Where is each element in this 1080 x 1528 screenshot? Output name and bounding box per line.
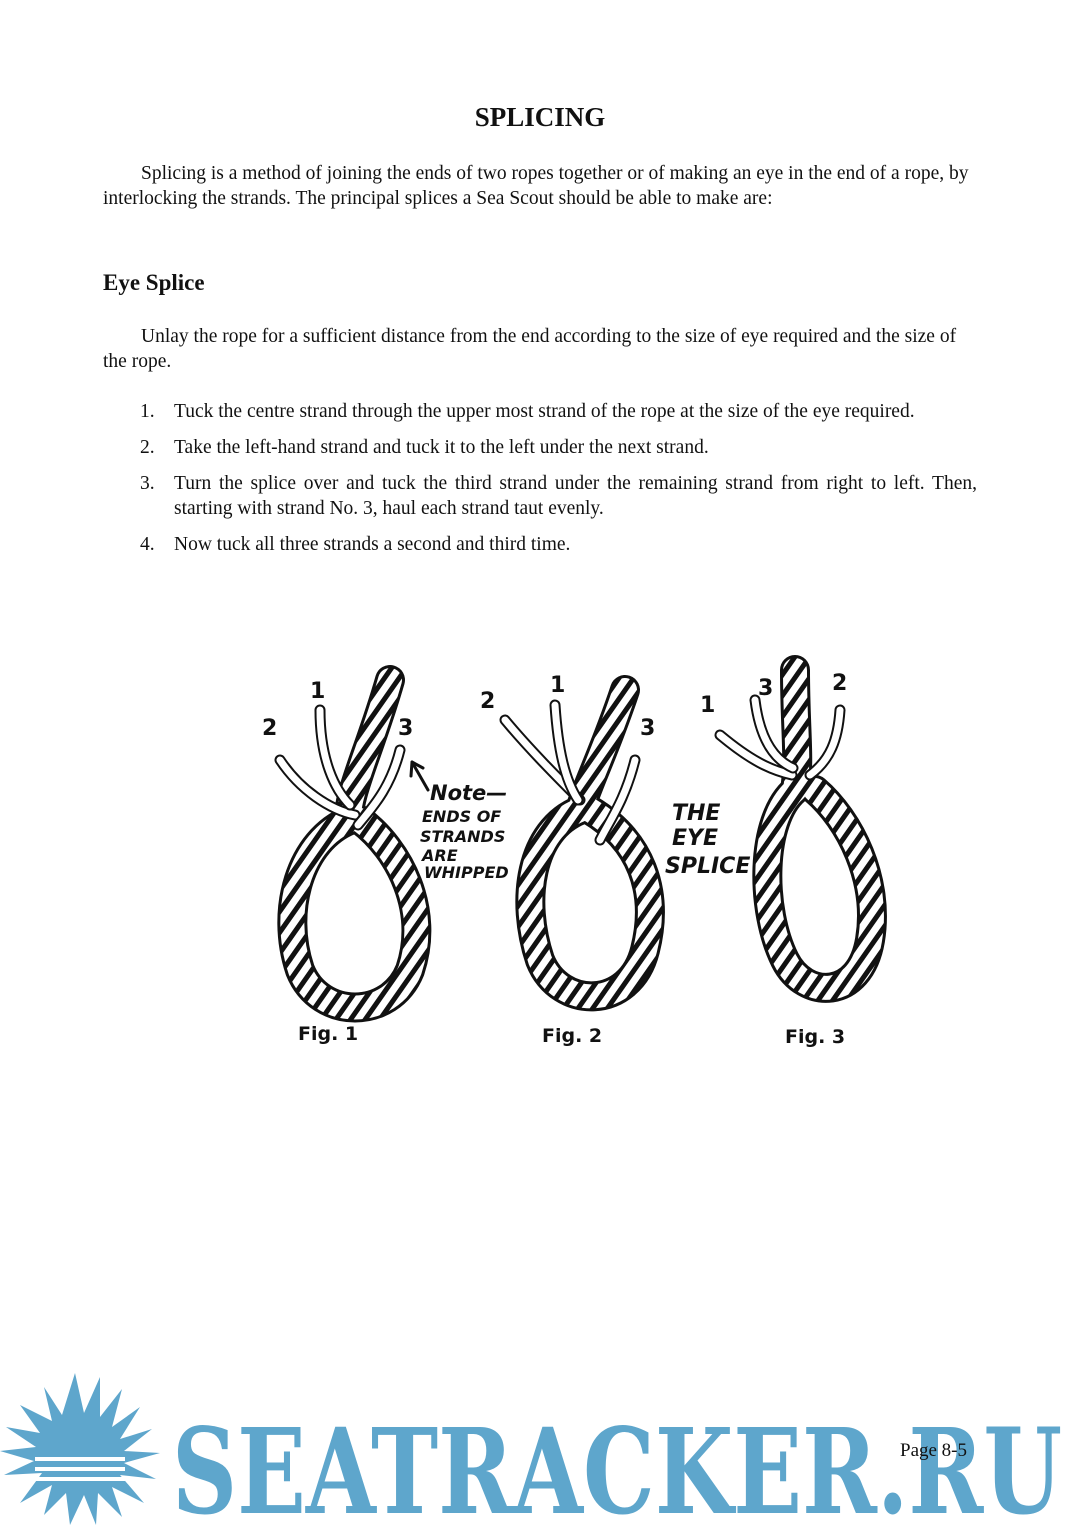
list-item: [103, 399, 977, 424]
step-number: 4.: [140, 534, 155, 555]
fig3-label-1: 1: [700, 693, 716, 718]
fig2-label-1: 1: [550, 673, 566, 698]
step-text: Tuck the centre strand through the upper most strand of the rope at the size of the eye required.: [174, 401, 915, 422]
step-number: 2.: [140, 437, 155, 458]
eye-line-3: SPLICE: [665, 854, 751, 879]
fig1-label-1: 1: [310, 679, 326, 704]
list-item: [103, 471, 977, 521]
page-title: SPLICING: [474, 102, 606, 132]
intro-paragraph: Splicing is a method of joining the ends of two ropes together or of making an eye in the end of a rope, by interlocking the strands. The principal splices a Sea Scout should be able to make are:: [103, 163, 969, 209]
fig3-caption: Fig. 3: [785, 1026, 846, 1048]
eye-line-1: THE: [672, 801, 721, 826]
step-number: 3.: [140, 473, 155, 494]
fig1-label-3: 3: [398, 716, 414, 741]
step-text: Take the left-hand strand and tuck it to the left under the next strand.: [174, 437, 709, 458]
fig1-caption: Fig. 1: [298, 1023, 359, 1045]
note-line-2: ENDS OF: [422, 807, 502, 826]
fig2-label-3: 3: [640, 716, 656, 741]
fig3-label-2: 2: [832, 671, 848, 696]
step-number: 1.: [140, 401, 155, 422]
fig2-rope: [505, 690, 650, 996]
note-line-4: ARE: [422, 846, 458, 865]
list-item: [103, 532, 977, 557]
fig3-rope: [720, 670, 872, 988]
note-line-5: WHIPPED: [424, 863, 509, 882]
sun-logo-icon: [0, 1373, 160, 1525]
fig1-label-2: 2: [262, 716, 278, 741]
list-item: [103, 435, 977, 460]
fig1-rope: [280, 680, 416, 1008]
fig2-caption: Fig. 2: [542, 1025, 603, 1047]
step-text: Turn the splice over and tuck the third strand under the remaining strand from right to left. Then, starting with strand No. 3, haul each strand taut evenly.: [174, 473, 977, 519]
section-intro-paragraph: Unlay the rope for a sufficient distance from the end according to the size of eye required and the size of the rope.: [103, 326, 957, 372]
watermark-text: SEATRACKER.RU: [172, 1402, 1062, 1528]
note-arrow-icon: [411, 762, 428, 790]
note-line-1: Note—: [430, 781, 508, 805]
eye-splice-illustration: [240, 650, 900, 1060]
note-line-3: STRANDS: [420, 827, 506, 846]
page-number: Page 8-5: [900, 1440, 968, 1461]
eye-line-2: EYE: [672, 826, 718, 851]
steps-list: [103, 399, 977, 568]
fig3-label-3: 3: [758, 676, 774, 701]
fig2-label-2: 2: [480, 689, 496, 714]
section-heading: Eye Splice: [103, 270, 205, 295]
step-text: Now tuck all three strands a second and third time.: [174, 534, 571, 555]
